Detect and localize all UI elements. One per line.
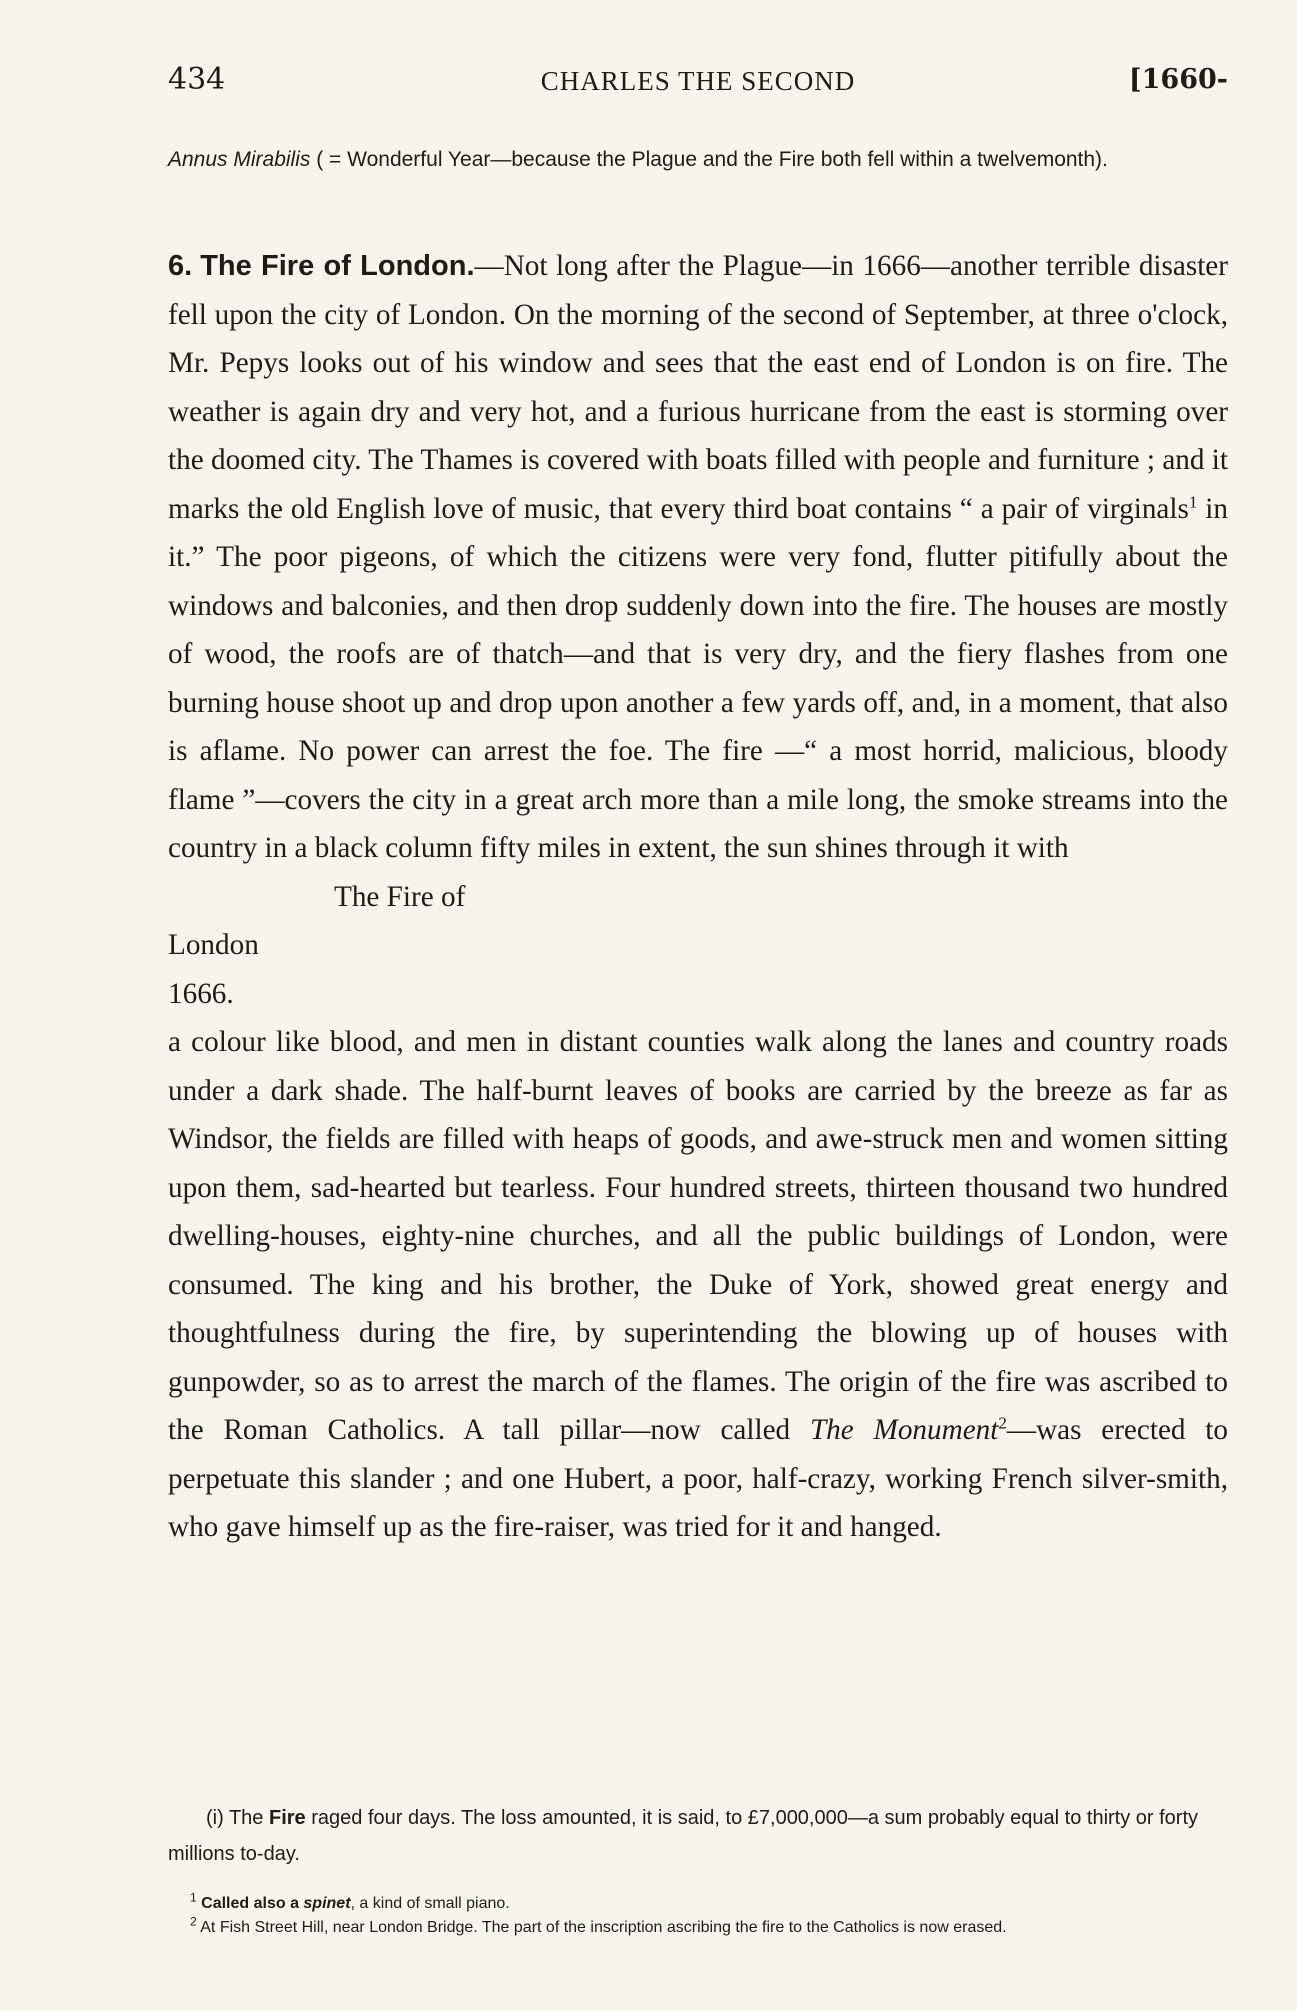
summary-note: [168, 1800, 1228, 1872]
section-text-4: —was erected to perpetuate this slander ; and one Hubert, a poor, half-crazy, working French silver-smith, who gave himself up as the fire-raiser, was tried for it and hanged.: [168, 1414, 1228, 1543]
section-text-2: in it.” The poor pigeons, of which the citizens were very fond, flutter pitifully about the windows and balconies, and then drop suddenly down into the fire. The houses are mostly of wood, the roofs are of thatch—and that is very dry, and the fiery flashes from one burning house shoot up and drop upon another a few yards off, and, in a moment, that also is aflame. No power can arrest the foe. The fire —“ a most horrid, malicious, bloody flame ”—covers the city in a great arch more than a mile long, the smoke streams into the country in a black column fifty miles in extent, the sun shines through it with: [168, 492, 1229, 864]
footnotes: [168, 1892, 1228, 1940]
page-number: 434: [168, 62, 226, 97]
section-text-1: —Not long after the Plague—in 1666—another terrible disaster fell upon the city of London. On the morning of the second of September, at three o'clock, Mr. Pepys looks out of his window and sees that the east end of London is on fire. The weather is again dry and very hot, and a furious hurricane from the east is storming over the doomed city. The Thames is covered with boats filled with people and furniture ; and it marks the old English love of music, that every third boat contains “ a pair of virginals: [168, 250, 1228, 525]
section-paragraph: [168, 242, 1228, 873]
intro-rest: ( = Wonderful Year—because the Plague and the Fire both fell within a twelvemonth).: [310, 148, 1108, 171]
section-number: 6.: [168, 250, 193, 282]
footnote-ref-2: 2: [998, 1413, 1007, 1433]
running-title: CHARLES THE SECOND: [540, 66, 856, 96]
footnote-ref-1: 1: [1188, 491, 1198, 511]
page-header: [168, 62, 1228, 112]
intro-italic: Annus Mirabilis: [168, 148, 311, 171]
monument-italic: The Monument: [809, 1414, 999, 1446]
section-text-3: a colour like blood, and men in distant counties walk along the lanes and country roads under a dark shade. The half-burnt leaves of books are carried by the breeze as far as Windsor, the fields are filled with heaps of goods, and awe-struck men and women sitting upon them, sad-hearted but tearless. Four hundred streets, thirteen thousand two hundred dwelling-houses, eighty-nine churches, and all the public buildings of London, were consumed. The king and his brother, the Duke of York, showed great energy and thoughtfulness during the fire, by superintending the blowing up of houses with gunpowder, so as to arrest the march of the flames. The origin of the fire was ascribed to the Roman Catholics. A tall pillar—now called: [168, 1026, 1228, 1446]
note-fire-word: Fire: [268, 1807, 306, 1829]
footnote-2: [168, 1916, 1228, 1940]
margin-note-year: 1666.: [168, 977, 234, 1010]
note-prefix: (i) The: [206, 1807, 269, 1829]
margin-note-line-1: The Fire of: [334, 880, 466, 913]
section-body: [168, 242, 1228, 1552]
footnote-1-rest: , a kind of small piano.: [350, 1895, 510, 1912]
footnote-1-marker: 1: [190, 1890, 197, 1905]
section-title: The Fire of London.: [200, 250, 475, 282]
footnote-1-lead: Called also a: [201, 1895, 304, 1912]
header-year: [1660-: [1128, 64, 1228, 95]
footnote-1-italic: spinet: [303, 1895, 351, 1912]
footnote-1: [168, 1892, 1228, 1916]
footnote-2-rest: At Fish Street Hill, near London Bridge. The part of the inscription ascribing the fire to the Catholics is now erased.: [200, 1919, 1007, 1936]
note-rest: raged four days. The loss amounted, it is said, to £7,000,000—a sum probably equal to thirty or forty millions to-day.: [168, 1807, 1199, 1865]
margin-note-line-2: London: [168, 929, 259, 961]
footnote-2-marker: 2: [190, 1914, 197, 1929]
intro-paragraph: [168, 142, 1228, 178]
